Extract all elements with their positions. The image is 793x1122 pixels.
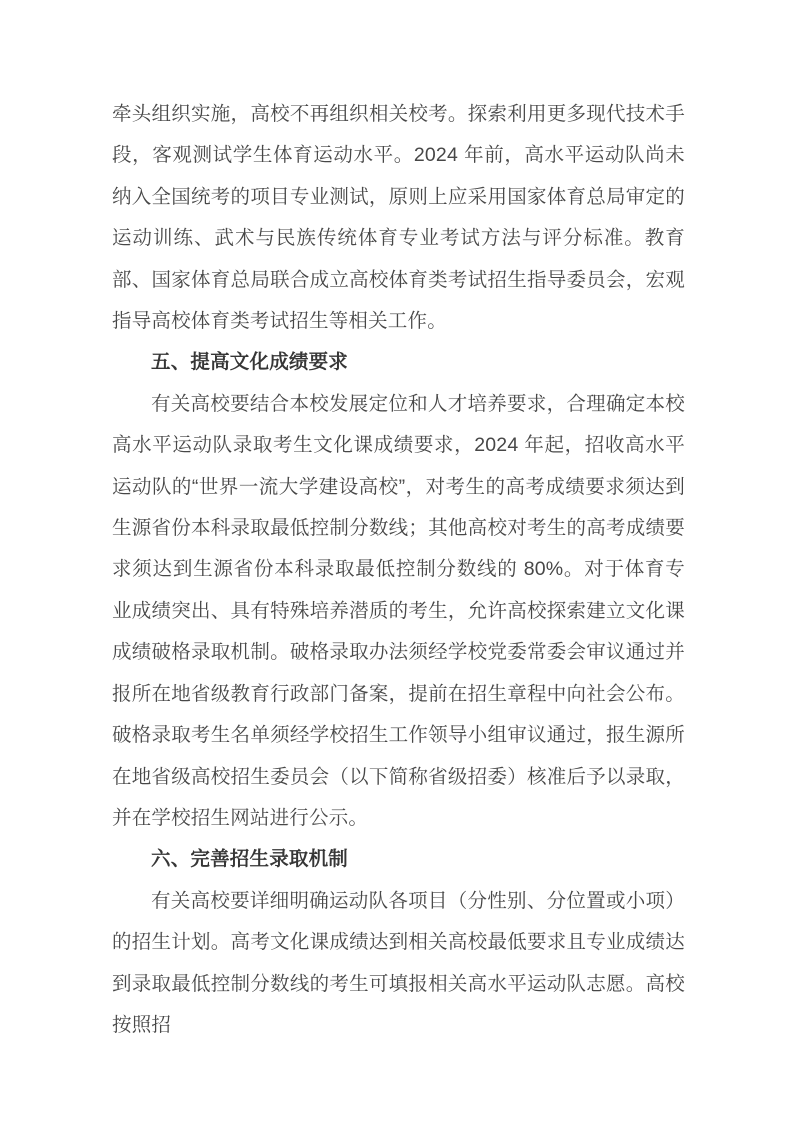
paragraph-continuation: 牵头组织实施，高校不再组织相关校考。探索利用更多现代技术手段，客观测试学生体育运动水平。2024 年前，高水平运动队尚未纳入全国统考的项目专业测试，原则上应采用国家体育总局审定的运动训练、武术与民族传统体育专业考试方法与评分标准。教育部、国家体育总局联合成立高校体育类考试招生指导委员会，宏观指导高校体育类考试招生等相关工作。 bbox=[112, 103, 685, 333]
section-heading-six: 六、完善招生录取机制 bbox=[151, 848, 349, 871]
document-content bbox=[112, 94, 685, 1046]
section-heading-five: 五、提高文化成绩要求 bbox=[151, 351, 349, 374]
paragraph-section-six: 有关高校要详细明确运动队各项目（分性别、分位置或小项）的招生计划。高考文化课成绩达到相关高校最低要求且专业成绩达到录取最低控制分数线的考生可填报相关高水平运动队志愿。高校按照招 bbox=[112, 889, 685, 1036]
paragraph-section-five: 有关高校要结合本校发展定位和人才培养要求，合理确定本校高水平运动队录取考生文化课成绩要求，2024 年起，招收高水平运动队的“世界一流大学建设高校”，对考生的高考成绩要求须达到生源省份本科录取最低控制分数线；其他高校对考生的高考成绩要求须达到生源省份本科录取最低控制分数线的 80%。对于体育专业成绩突出、具有特殊培养潜质的考生，允许高校探索建立文化课成绩破格录取机制。破格录取办法须经学校党委常委会审议通过并报所在地省级教育行政部门备案，提前在招生章程中向社会公布。破格录取考生名单须经学校招生工作领导小组审议通过，报生源所在地省级高校招生委员会（以下简称省级招委）核准后予以录取，并在学校招生网站进行公示。 bbox=[112, 392, 685, 829]
